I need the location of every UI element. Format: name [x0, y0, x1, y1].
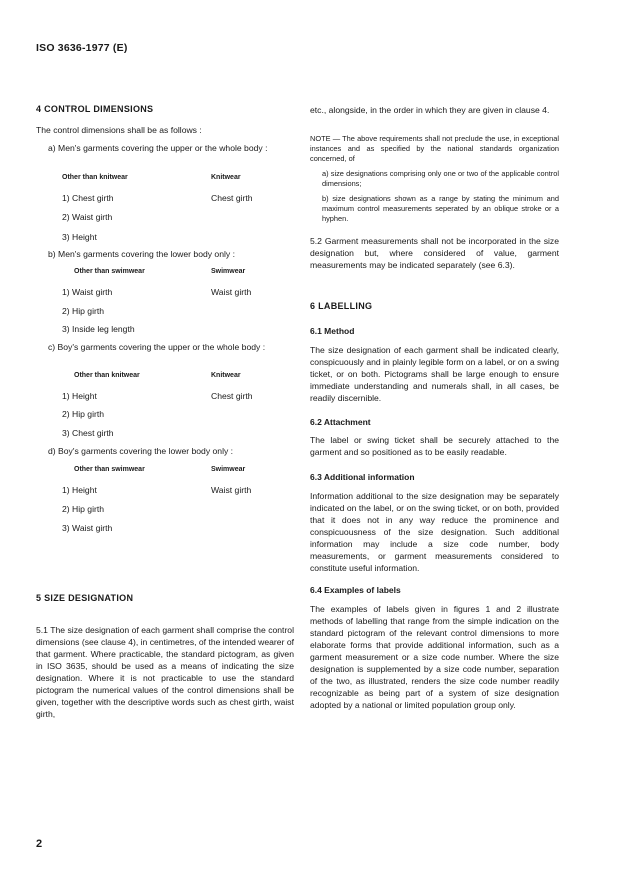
section-4-intro: The control dimensions shall be as follows : — [36, 125, 202, 135]
heading-6-3: 6.3 Additional information — [310, 472, 415, 482]
item-c-row1-col1: 1) Height — [62, 391, 97, 401]
item-b-row1-col1: 1) Waist girth — [62, 287, 113, 297]
para-5-2: 5.2 Garment measurements shall not be incorporated in the size designation but, where considered of value, garment measurements may be indicated separately (see 6.3). — [310, 236, 559, 270]
para-6-1: The size designation of each garment shall be indicated clearly, conspicuously and in plainly legible form on a label, or on a swing ticket, or on both. Pictograms shall be large enough to ensure immediate understanding and numerals shall, in all cases, be readily discernible. — [310, 345, 559, 403]
para-5-1-continued: etc., alongside, in the order in which they are given in clause 4. — [310, 105, 550, 115]
item-d-label: d) Boy's garments covering the lower body only : — [48, 446, 234, 456]
item-d-row3-col1: 3) Waist girth — [62, 523, 113, 533]
item-d-col1-header: Other than swimwear — [74, 466, 145, 473]
document-header: ISO 3636-1977 (E) — [36, 42, 128, 54]
heading-6-1: 6.1 Method — [310, 326, 355, 336]
item-b-row1-col2: Waist girth — [211, 287, 252, 297]
para-6-4: The examples of labels given in figures 1 and 2 illustrate methods of labelling that range from the simple indication on the standard pictogram of the relevant control dimensions to more elaborate forms that provide additional information, such as a garment measurement or a size code number. Where the size designation is supplemented by a size code number, separation of the two, as illustrated, renders the size code number readily recognizable as being part of a system of size designation adopted by a national or limited population group only. — [310, 604, 559, 710]
item-b-col2-header: Swimwear — [211, 268, 246, 275]
item-d-col2-header: Swimwear — [211, 466, 246, 473]
item-d-row2-col1: 2) Hip girth — [62, 504, 105, 514]
item-d-row1-col2: Waist girth — [211, 485, 252, 495]
item-a-row1-col1: 1) Chest girth — [62, 193, 114, 203]
note-item-b: b) size designations shown as a range by stating the minimum and maximum control measurements seperated by an oblique stroke or a hyphen. — [322, 194, 559, 223]
item-c-col2-header: Knitwear — [211, 372, 241, 379]
section-6-title: 6 LABELLING — [310, 301, 373, 311]
item-b-col1-header: Other than swimwear — [74, 268, 145, 275]
heading-6-2: 6.2 Attachment — [310, 417, 371, 427]
page-number: 2 — [36, 838, 43, 850]
heading-6-4: 6.4 Examples of labels — [310, 585, 401, 595]
item-a-col1-header: Other than knitwear — [62, 174, 128, 181]
item-b-row3-col1: 3) Inside leg length — [62, 324, 135, 334]
item-c-label: c) Boy's garments covering the upper or the whole body : — [48, 342, 266, 352]
item-d-row1-col1: 1) Height — [62, 485, 97, 495]
item-b-row2-col1: 2) Hip girth — [62, 306, 105, 316]
item-a-col2-header: Knitwear — [211, 174, 241, 181]
item-c-row3-col1: 3) Chest girth — [62, 428, 114, 438]
item-c-row1-col2: Chest girth — [211, 391, 253, 401]
item-b-label: b) Men's garments covering the lower body only : — [48, 249, 235, 259]
para-5-1: 5.1 The size designation of each garment shall comprise the control dimensions (see clause 4), in centimetres, of the intended wearer of that garment. Where practicable, the standard pictogram, as given in ISO 3635, should be used as a means of indicating the size designation. Where it is not practicable to use the standard pictogram the numerical values of the control dimensions shall be given, together with the descriptive words such as chest girth, waist girth, — [36, 625, 294, 719]
para-6-3: Information additional to the size designation may be separately indicated on the label, or on the swing ticket, or on both, provided that it does not in any way reduce the prominence and conspicuousness of the size designation. Such additional information may include a size code number, body measurements, or garment measurements considered to constitute useful information. — [310, 491, 559, 573]
section-4-title: 4 CONTROL DIMENSIONS — [36, 104, 154, 114]
item-c-row2-col1: 2) Hip girth — [62, 409, 105, 419]
item-a-label: a) Men's garments covering the upper or the whole body : — [48, 143, 268, 153]
note: NOTE — The above requirements shall not preclude the use, in exceptional instances and as specified by the national standards organization concerned, of — [310, 134, 559, 163]
para-6-2: The label or swing ticket shall be securely attached to the garment and so positioned as to be easily readable. — [310, 435, 559, 457]
note-item-a: a) size designations comprising only one or two of the applicable control dimensions; — [322, 169, 559, 188]
item-a-row3-col1: 3) Height — [62, 232, 97, 242]
section-5-title: 5 SIZE DESIGNATION — [36, 593, 134, 603]
item-a-row2-col1: 2) Waist girth — [62, 212, 113, 222]
item-a-row1-col2: Chest girth — [211, 193, 253, 203]
item-c-col1-header: Other than knitwear — [74, 372, 140, 379]
